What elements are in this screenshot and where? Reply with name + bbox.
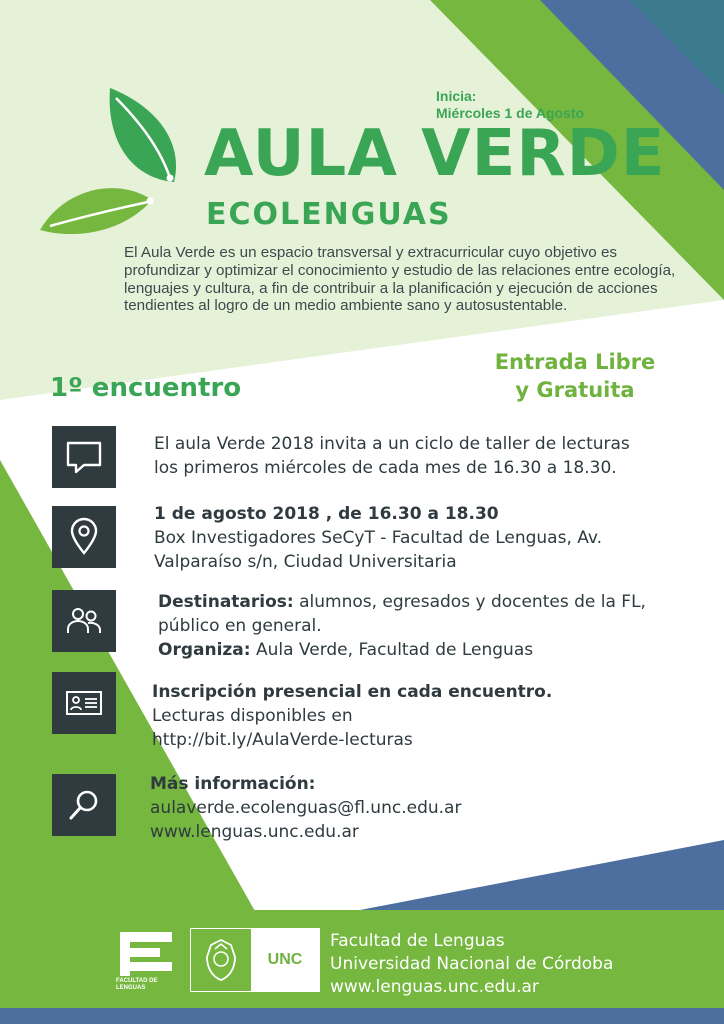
list-item-more-info bbox=[150, 772, 461, 844]
fl-logo-line2: LENGUAS bbox=[116, 985, 146, 991]
list-item-audience bbox=[158, 590, 646, 662]
inicia-date: Miércoles 1 de Agosto bbox=[436, 105, 585, 121]
event-place-line2: Valparaíso s/n, Ciudad Universitaria bbox=[154, 552, 457, 572]
page-subtitle: ECOLENGUAS bbox=[206, 197, 452, 232]
event-place-line1: Box Investigadores SeCyT - Facultad de Lenguas, Av. bbox=[154, 528, 603, 548]
workshop-line1: El aula Verde 2018 invita a un ciclo de taller de lecturas bbox=[154, 434, 630, 454]
leaves-logo-icon bbox=[36, 82, 186, 242]
list-item-workshop bbox=[154, 432, 630, 480]
fl-logo-line1: FACULTAD DE bbox=[116, 978, 158, 984]
free-entry-line1: Entrada Libre bbox=[494, 350, 656, 374]
id-card-icon bbox=[52, 672, 116, 734]
audience-line2: público en general. bbox=[158, 616, 322, 636]
section-title: 1º encuentro bbox=[50, 373, 242, 403]
free-entry-notice bbox=[470, 348, 680, 404]
speech-bubble-icon bbox=[52, 426, 116, 488]
workshop-line2: los primeros miércoles de cada mes de 16.30 a 18.30. bbox=[154, 458, 617, 478]
footer-line1: Facultad de Lenguas bbox=[330, 931, 505, 951]
organizer-label: Organiza: bbox=[158, 640, 251, 660]
people-icon bbox=[52, 590, 116, 652]
list-item-registration bbox=[152, 680, 552, 752]
audience-text: alumnos, egresados y docentes de la FL, bbox=[293, 592, 646, 612]
list-item-date-place bbox=[154, 502, 602, 574]
unc-seal-icon bbox=[191, 929, 251, 991]
organizer-text: Aula Verde, Facultad de Lenguas bbox=[250, 640, 534, 660]
registration-title: Inscripción presencial en cada encuentro. bbox=[152, 682, 553, 702]
website-link[interactable]: www.lenguas.unc.edu.ar bbox=[150, 822, 359, 842]
footer-website-link[interactable]: www.lenguas.unc.edu.ar bbox=[330, 977, 539, 997]
footer-line2: Universidad Nacional de Córdoba bbox=[330, 954, 614, 974]
footer-institution bbox=[330, 930, 613, 999]
event-date: 1 de agosto 2018 , de 16.30 a 18.30 bbox=[154, 504, 499, 524]
location-pin-icon bbox=[52, 506, 116, 568]
more-info-title: Más información: bbox=[150, 774, 316, 794]
contact-email[interactable]: aulaverde.ecolenguas@fl.unc.edu.ar bbox=[150, 798, 462, 818]
description-text: El Aula Verde es un espacio transversal y extracurricular cuyo objetivo es profundizar y optimizar el conocimiento y estudio de las relaciones entre ecología, lenguajes y cultura, a fin de contribuir a la planificación y ejecución de acciones tendientes al logro de un medio ambiente sano y autosustentable. bbox=[124, 244, 676, 315]
inicia-label: Inicia: bbox=[436, 88, 477, 104]
page-title: AULA VERDE bbox=[204, 117, 666, 191]
free-entry-line2: y Gratuita bbox=[515, 378, 635, 402]
audience-label: Destinatarios: bbox=[158, 592, 294, 612]
magnifier-icon bbox=[52, 774, 116, 836]
registration-line2: Lecturas disponibles en bbox=[152, 706, 353, 726]
facultad-lenguas-logo-text bbox=[116, 978, 157, 992]
unc-logo bbox=[190, 928, 320, 992]
readings-link[interactable]: http://bit.ly/AulaVerde-lecturas bbox=[152, 730, 413, 750]
unc-label: UNC bbox=[251, 929, 319, 991]
